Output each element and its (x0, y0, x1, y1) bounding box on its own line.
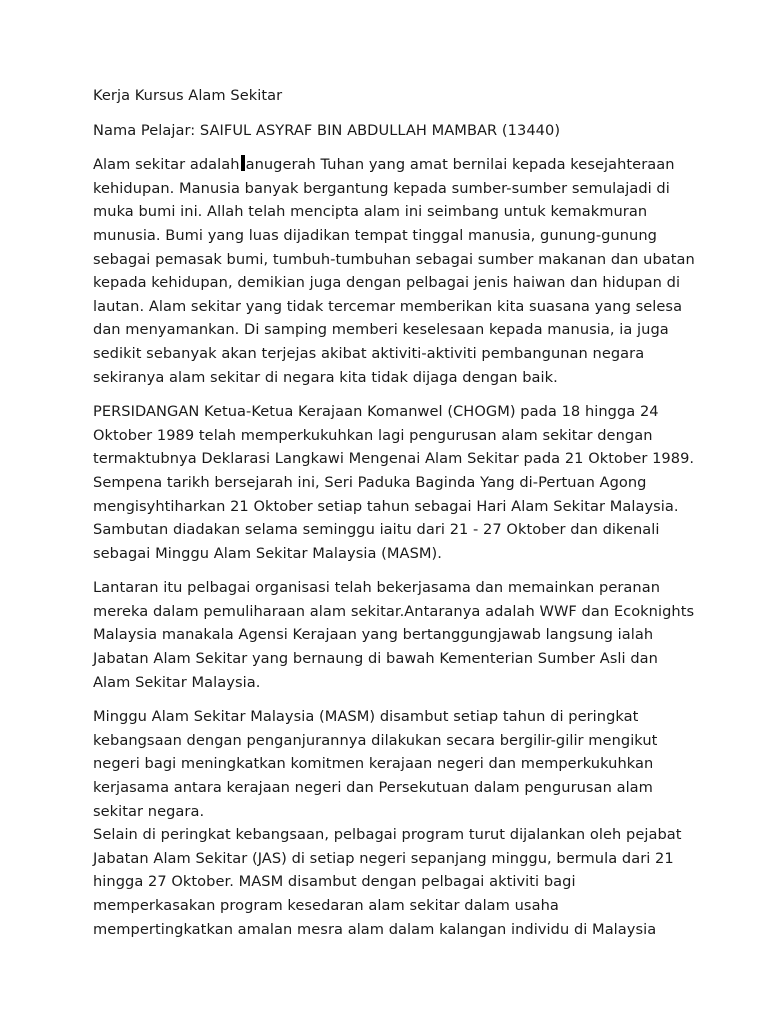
paragraph-line: muka bumi ini. Allah telah mencipta alam ini seimbang untuk kemakmuran (93, 203, 648, 221)
paragraph-line: sebagai pemasak bumi, tumbuh-tumbuhan sebagai sumber makanan dan ubatan (93, 250, 695, 268)
paragraph-line: lautan. Alam sekitar yang tidak tercemar memberikan kita suasana yang selesa (93, 297, 683, 315)
paragraph-2 (93, 400, 693, 565)
paragraph-line: sekitar negara. (93, 802, 205, 820)
paragraph-line: kerjasama antara kerajaan negeri dan Persekutuan dalam pengurusan alam (93, 779, 653, 797)
paragraph-line: termaktubnya Deklarasi Langkawi Mengenai Alam Sekitar pada 21 Oktober 1989. (93, 450, 695, 468)
paragraph-line: Lantaran itu pelbagai organisasi telah bekerjasama dan memainkan peranan (93, 579, 660, 597)
paragraph-line: PERSIDANGAN Ketua-Ketua Kerajaan Komanwel (CHOGM) pada 18 hingga 24 (93, 403, 659, 421)
paragraph-line: Jabatan Alam Sekitar yang bernaung di bawah Kementerian Sumber Asli dan (93, 650, 658, 668)
paragraph-line: Malaysia manakala Agensi Kerajaan yang bertanggungjawab langsung ialah (93, 626, 654, 644)
paragraph-line: hingga 27 Oktober. MASM disambut dengan pelbagai aktiviti bagi (93, 873, 576, 891)
paragraph-line: memperkasakan program kesedaran alam sekitar dalam usaha (93, 897, 559, 914)
paragraph-1-lead: Alam sekitar adalah (93, 156, 240, 174)
paragraph-line: Selain di peringkat kebangsaan, pelbagai program turut dijalankan oleh pejabat (93, 826, 682, 844)
paragraph-line: sedikit sebanyak akan terjejas akibat aktiviti-aktiviti pembangunan negara (93, 344, 645, 362)
paragraph-line: sebagai Minggu Alam Sekitar Malaysia (MASM). (93, 544, 442, 562)
paragraph-1-lead-rest: anugerah Tuhan yang amat bernilai kepada kesejahteraan (245, 156, 675, 174)
paragraph-line: Sempena tarikh bersejarah ini, Seri Paduka Baginda Yang di-Pertuan Agong (93, 473, 647, 491)
document-title: Kerja Kursus Alam Sekitar (93, 87, 283, 104)
paragraph-line: kepada kehidupan, demikian juga dengan pelbagai jenis haiwan dan hidupan di (93, 274, 681, 292)
paragraph-line: munusia. Bumi yang luas dijadikan tempat tinggal manusia, gunung-gunung (93, 226, 657, 244)
paragraph-line: Oktober 1989 telah memperkukuhkan lagi pengurusan alam sekitar dengan (93, 426, 653, 444)
paragraph-line: dan menyamankan. Di samping memberi keselesaan kepada manusia, ia juga (93, 321, 669, 339)
paragraph-line: sekiranya alam sekitar di negara kita tidak dijaga dengan baik. (93, 368, 558, 386)
paragraph-line: Sambutan diadakan selama seminggu iaitu dari 21 - 27 Oktober dan dikenali (93, 521, 660, 539)
paragraph-line: mereka dalam pemuliharaan alam sekitar.Antaranya adalah WWF dan Ecoknights (93, 602, 695, 620)
paragraph-line: mengisyhtiharkan 21 Oktober setiap tahun sebagai Hari Alam Sekitar Malaysia. (93, 497, 679, 515)
paragraph-line: negeri bagi meningkatkan komitmen kerajaan negeri dan memperkukuhkan (93, 755, 654, 773)
paragraph-line: kehidupan. Manusia banyak bergantung kepada sumber-sumber semulajadi di (93, 179, 670, 197)
paragraph-line: Minggu Alam Sekitar Malaysia (MASM) disambut setiap tahun di peringkat (93, 708, 639, 726)
paragraph-4 (93, 705, 693, 823)
paragraph-3 (93, 576, 693, 694)
paragraph-line: Alam Sekitar Malaysia. (93, 673, 261, 691)
paragraph-line: Jabatan Alam Sekitar (JAS) di setiap negeri sepanjang minggu, bermula dari 21 (93, 849, 674, 867)
paragraph-1-line-1 (93, 153, 693, 177)
paragraph-line: kebangsaan dengan penganjurannya dilakukan secara bergilir-gilir mengikut (93, 731, 658, 749)
student-name-line: Nama Pelajar: SAIFUL ASYRAF BIN ABDULLAH MAMBAR (13440) (93, 121, 561, 139)
paragraph-5 (93, 823, 693, 941)
paragraph-1 (93, 153, 693, 389)
document-body (93, 84, 693, 952)
paragraph-line: mempertingkatkan amalan mesra alam dalam kalangan individu di Malaysia (93, 920, 657, 938)
text-cursor (241, 155, 245, 171)
